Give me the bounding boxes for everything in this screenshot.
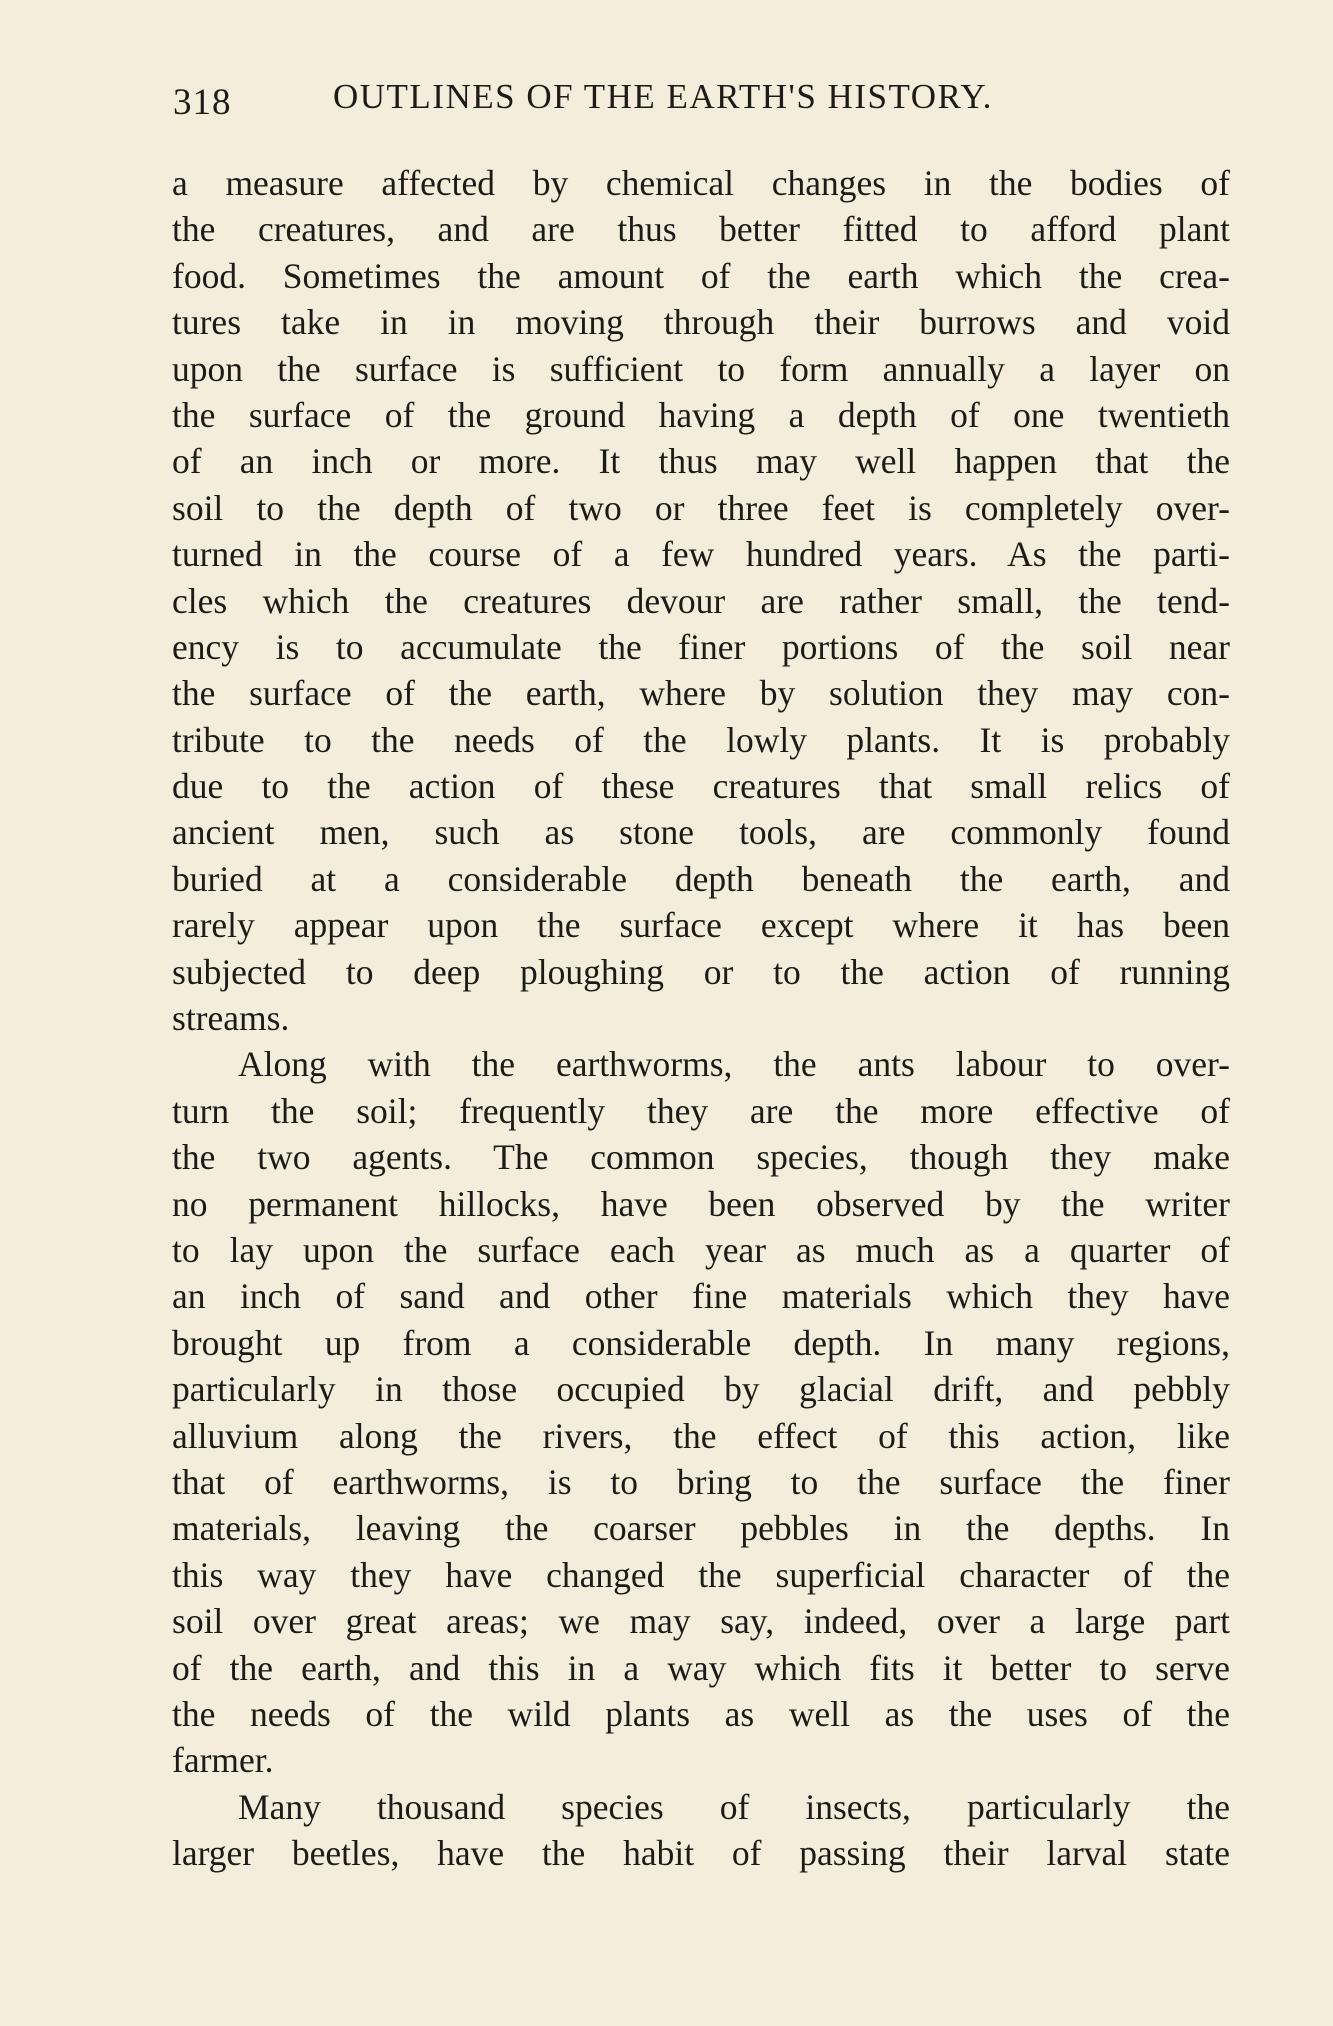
text-line: that of earthworms, is to bring to the surface the finer	[172, 1461, 1230, 1502]
body-text	[172, 160, 1230, 1876]
text-line: turn the soil; frequently they are the more effective of	[172, 1090, 1230, 1131]
text-line: materials, leaving the coarser pebbles in the depths. In	[172, 1508, 1230, 1549]
text-line: tribute to the needs of the lowly plants. It is probably	[172, 719, 1230, 760]
text-line: streams.	[172, 998, 290, 1039]
text-line: an inch of sand and other fine materials which they have	[172, 1276, 1230, 1317]
text-line: cles which the creatures devour are rather small, the tend-	[172, 580, 1230, 621]
text-line: this way they have changed the superficial character of the	[172, 1554, 1230, 1595]
running-head	[173, 72, 1173, 122]
text-line: of an inch or more. It thus may well happen that the	[172, 441, 1230, 482]
text-line: Along with the earthworms, the ants labour to over-	[238, 1044, 1230, 1085]
text-line: the two agents. The common species, though they make	[172, 1137, 1230, 1178]
text-line: turned in the course of a few hundred years. As the parti-	[172, 534, 1230, 575]
paragraph	[172, 1784, 1230, 1877]
text-line: soil to the depth of two or three feet is completely over-	[172, 487, 1230, 528]
text-line: brought up from a considerable depth. In many regions,	[172, 1322, 1230, 1363]
text-line: alluvium along the rivers, the effect of this action, like	[172, 1415, 1230, 1456]
text-line: Many thousand species of insects, particularly the	[238, 1786, 1230, 1827]
text-line: the needs of the wild plants as well as the uses of the	[172, 1693, 1230, 1734]
text-line: rarely appear upon the surface except where it has been	[172, 905, 1230, 946]
text-line: larger beetles, have the habit of passing their larval state	[172, 1833, 1230, 1874]
text-line: of the earth, and this in a way which fits it better to serve	[172, 1647, 1230, 1688]
text-line: the surface of the earth, where by solution they may con-	[172, 673, 1230, 714]
text-line: buried at a considerable depth beneath the earth, and	[172, 858, 1230, 899]
paragraph	[172, 1041, 1230, 1783]
text-line: no permanent hillocks, have been observed by the writer	[172, 1183, 1230, 1224]
text-line: to lay upon the surface each year as much as a quarter of	[172, 1229, 1230, 1270]
text-line: tures take in in moving through their burrows and void	[172, 302, 1230, 343]
page-number: 318	[173, 82, 232, 123]
text-line: farmer.	[172, 1740, 274, 1781]
paragraph	[172, 160, 1230, 1041]
text-line: the surface of the ground having a depth of one twentieth	[172, 394, 1230, 435]
text-line: the creatures, and are thus better fitted to afford plant	[172, 209, 1230, 250]
text-line: due to the action of these creatures that small relics of	[172, 766, 1230, 807]
text-line: a measure affected by chemical changes in the bodies of	[172, 163, 1230, 203]
text-line: subjected to deep ploughing or to the action of running	[172, 951, 1230, 992]
text-line: particularly in those occupied by glacial drift, and pebbly	[172, 1369, 1230, 1410]
text-line: ancient men, such as stone tools, are commonly found	[172, 812, 1230, 853]
text-line: ency is to accumulate the finer portions of the soil near	[172, 626, 1230, 667]
running-title: OUTLINES OF THE EARTH'S HISTORY.	[333, 77, 993, 116]
text-line: food. Sometimes the amount of the earth which the crea-	[172, 255, 1230, 296]
text-line: upon the surface is sufficient to form annually a layer on	[172, 348, 1230, 389]
text-line: soil over great areas; we may say, indeed, over a large part	[172, 1601, 1230, 1642]
